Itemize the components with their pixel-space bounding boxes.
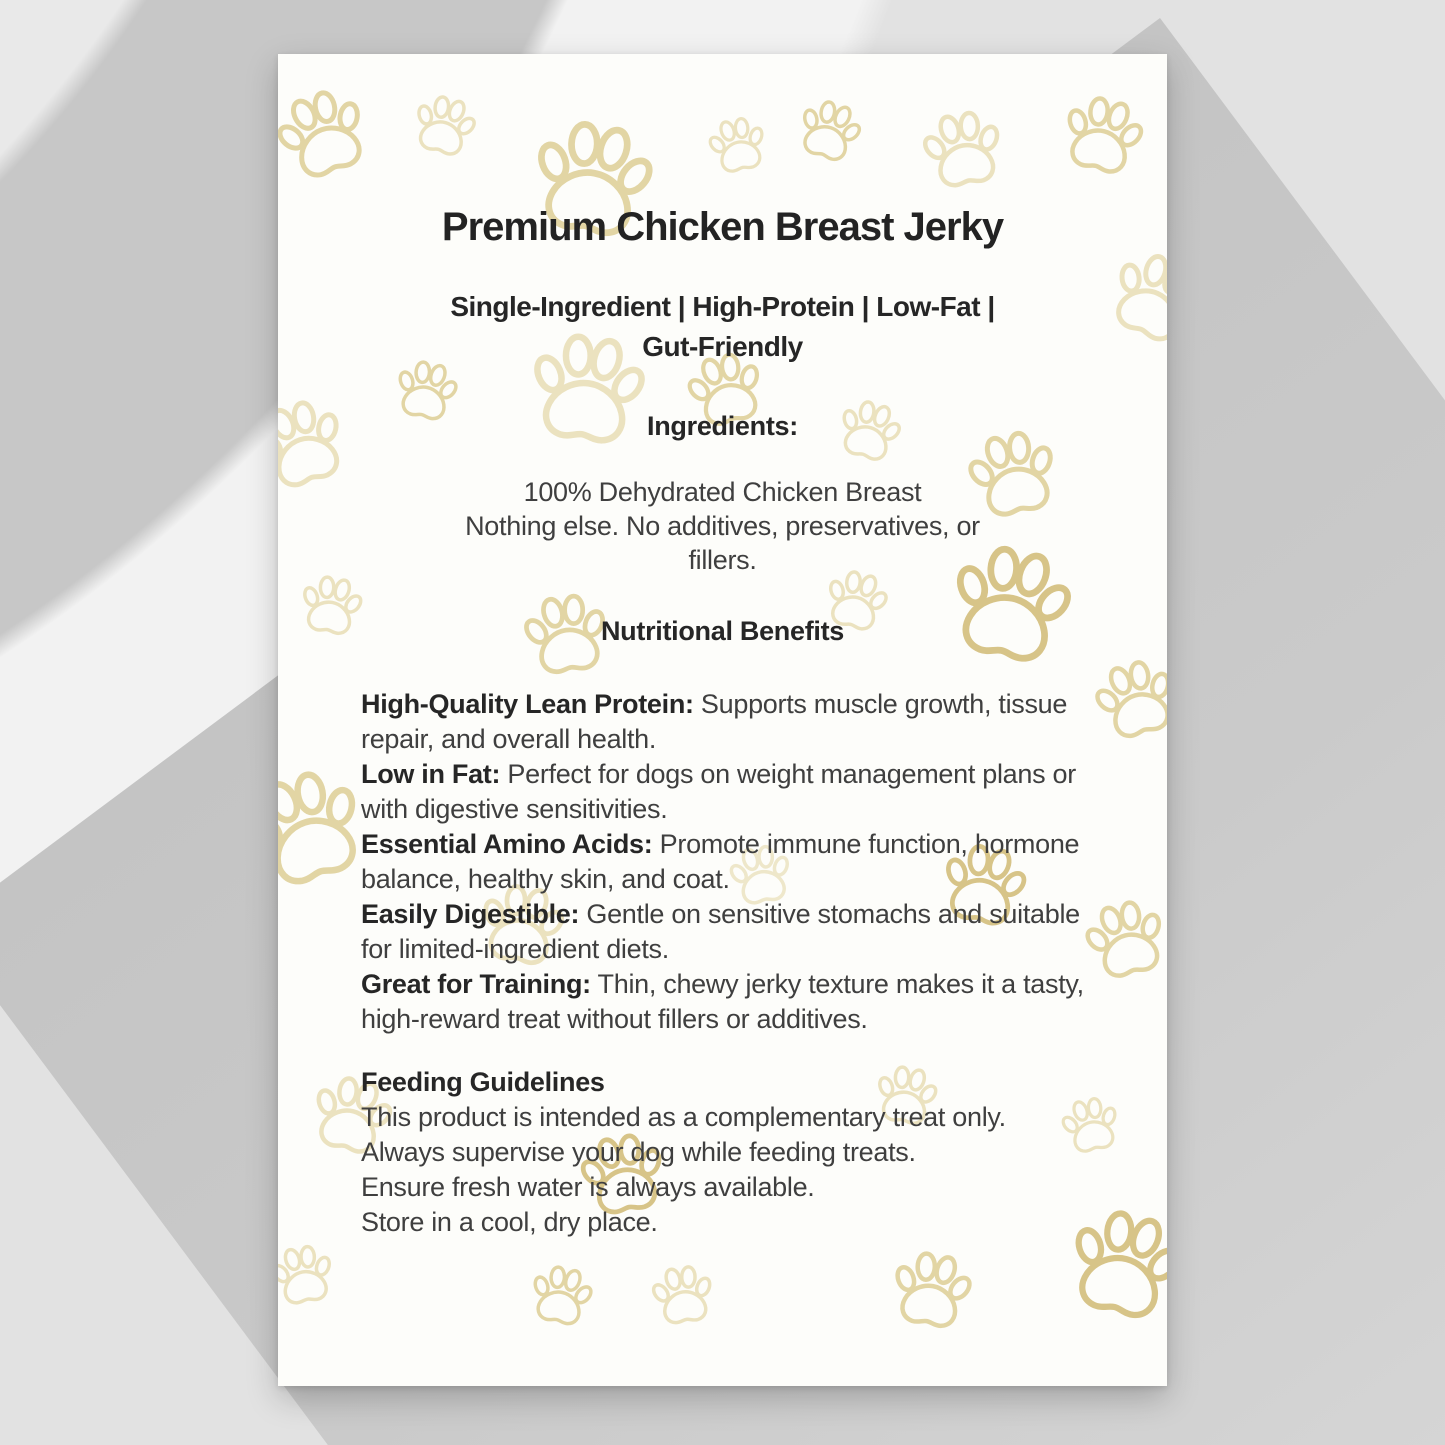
product-tagline	[361, 287, 1084, 367]
benefits-list	[361, 687, 1084, 1037]
benefit-item	[361, 687, 1084, 757]
benefit-item	[361, 827, 1084, 897]
ingredients-heading: Ingredients:	[647, 411, 798, 441]
benefit-item	[361, 757, 1084, 827]
feeding-guideline-line: This product is intended as a complementary treat only.	[361, 1102, 1006, 1132]
product-title: Premium Chicken Breast Jerky	[441, 205, 1004, 249]
ingredients-line: Nothing else. No additives, preservatives, or	[465, 511, 980, 541]
label-content	[278, 54, 1167, 1240]
benefits-heading: Nutritional Benefits	[600, 616, 844, 646]
feeding-guideline-line: Ensure fresh water is always available.	[361, 1172, 815, 1202]
benefit-text: Thin, chewy jerky texture makes it a tasty, high-reward treat without fillers or additives.	[361, 969, 1084, 1034]
benefit-lead: Easily Digestible:	[361, 899, 580, 929]
benefit-text: Perfect for dogs on weight management plans or with digestive sensitivities.	[361, 759, 1076, 824]
ingredients-text	[361, 475, 1084, 577]
feeding-guideline-line: Always supervise your dog while feeding treats.	[361, 1137, 916, 1167]
benefit-item	[361, 897, 1084, 967]
feeding-guidelines-heading: Feeding Guidelines	[361, 1067, 605, 1097]
benefit-lead: Essential Amino Acids:	[361, 829, 653, 859]
ingredients-line: 100% Dehydrated Chicken Breast	[523, 477, 922, 507]
benefit-text: Supports muscle growth, tissue repair, and overall health.	[361, 689, 1068, 754]
feeding-guidelines-section	[361, 1065, 1084, 1240]
tagline-line-2: Gut-Friendly	[642, 331, 803, 362]
benefit-text: Promote immune function, hormone balance, healthy skin, and coat.	[361, 829, 1080, 894]
benefit-lead: High-Quality Lean Protein:	[361, 689, 694, 719]
tagline-line-1: Single-Ingredient | High-Protein | Low-Fat |	[450, 291, 995, 322]
feeding-guideline-line: Store in a cool, dry place.	[361, 1207, 658, 1237]
benefit-item	[361, 967, 1084, 1037]
product-label-card	[278, 54, 1167, 1386]
benefit-lead: Great for Training:	[361, 969, 591, 999]
ingredients-line: fillers.	[688, 545, 757, 575]
benefit-text: Gentle on sensitive stomachs and suitable for limited-ingredient diets.	[361, 899, 1080, 964]
benefit-lead: Low in Fat:	[361, 759, 501, 789]
